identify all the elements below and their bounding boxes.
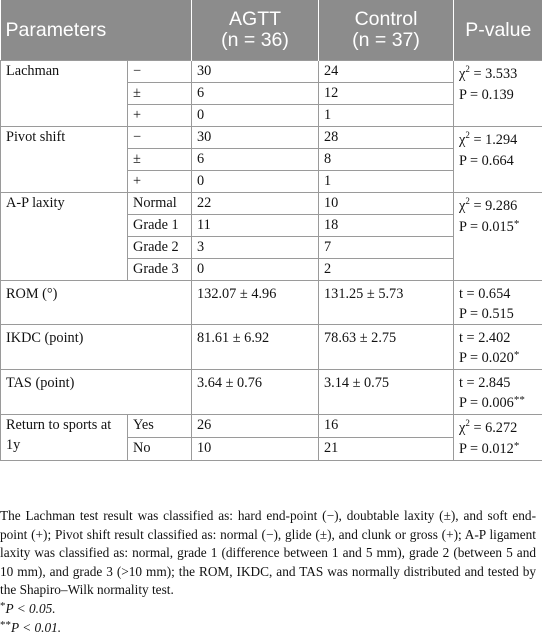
sub-label: ± bbox=[128, 149, 192, 171]
table-row bbox=[1, 61, 542, 83]
stat-pvalue: P = 0.006 bbox=[459, 395, 514, 411]
sub-label: + bbox=[128, 171, 192, 193]
header-pvalue: P-value bbox=[454, 0, 542, 61]
agtt-value: 3 bbox=[192, 237, 319, 259]
sub-label: ± bbox=[128, 83, 192, 105]
stat-cell bbox=[454, 127, 542, 193]
control-value: 131.25 ± 5.73 bbox=[319, 281, 454, 325]
sub-label: Grade 2 bbox=[128, 237, 192, 259]
stat-value: = 1.294 bbox=[469, 132, 518, 148]
footnote-mark: ** bbox=[0, 619, 11, 631]
header-agtt-label: AGTT bbox=[229, 8, 282, 30]
stat-superscript: 2 bbox=[465, 130, 470, 140]
stat-line-1 bbox=[459, 130, 537, 151]
stat-pvalue: P = 0.015 bbox=[459, 219, 514, 235]
stat-pvalue: P = 0.012 bbox=[459, 441, 514, 457]
sub-label: − bbox=[128, 61, 192, 83]
footnote-main: The Lachman test result was classified as: hard end-point (−), doubtable laxity (±), and soft end-point (+); Pivot shift result classified as: normal (−), glide (±), and clunk or gross (+); A-P ligament laxity was classified as: normal, grade 1 (difference between 1 and 5 mm), grade 2 (between 5 and 10 mm), and grade 3 (>10 mm); the ROM, IKDC, and TAS was normally distributed and tested by the Shapiro–Wilk normality test. bbox=[0, 508, 536, 597]
sub-label: Normal bbox=[128, 193, 192, 215]
stat-line-2: P = 0.139 bbox=[459, 87, 514, 103]
control-value: 28 bbox=[319, 127, 454, 149]
stat-pvalue: P = 0.020 bbox=[459, 350, 514, 366]
stat-symbol: χ bbox=[459, 420, 466, 436]
header-agtt-n: (n = 36) bbox=[221, 29, 289, 51]
control-value: 18 bbox=[319, 215, 454, 237]
header-parameters: Parameters bbox=[1, 0, 192, 61]
table-row bbox=[1, 281, 542, 325]
control-value: 8 bbox=[319, 149, 454, 171]
agtt-value: 22 bbox=[192, 193, 319, 215]
agtt-value: 0 bbox=[192, 259, 319, 281]
agtt-value: 0 bbox=[192, 171, 319, 193]
sub-label: Grade 1 bbox=[128, 215, 192, 237]
stat-line-1: t = 2.845 bbox=[459, 375, 511, 391]
stat-line-1 bbox=[459, 64, 537, 85]
control-value: 3.14 ± 0.75 bbox=[319, 370, 454, 415]
control-value: 1 bbox=[319, 105, 454, 127]
table-row bbox=[1, 370, 542, 415]
control-value: 78.63 ± 2.75 bbox=[319, 325, 454, 370]
footnote-1 bbox=[0, 600, 536, 620]
control-value: 2 bbox=[319, 259, 454, 281]
agtt-value: 6 bbox=[192, 83, 319, 105]
stat-superscript: 2 bbox=[465, 196, 470, 206]
stat-line-1 bbox=[459, 418, 537, 439]
table-row bbox=[1, 415, 542, 438]
header-agtt bbox=[192, 0, 319, 61]
stat-superscript: 2 bbox=[465, 418, 470, 428]
stat-line-2 bbox=[459, 393, 537, 414]
agtt-value: 81.61 ± 6.92 bbox=[192, 325, 319, 370]
row-label-rom: ROM (°) bbox=[1, 281, 192, 325]
stat-line-2 bbox=[459, 439, 537, 460]
row-label-ikdc: IKDC (point) bbox=[1, 325, 192, 370]
agtt-value: 30 bbox=[192, 127, 319, 149]
agtt-value: 6 bbox=[192, 149, 319, 171]
table-row bbox=[1, 325, 542, 370]
row-label-ap: A-P laxity bbox=[1, 193, 128, 281]
stat-cell bbox=[454, 370, 542, 415]
row-label-pivot: Pivot shift bbox=[1, 127, 128, 193]
header-control-label: Control bbox=[354, 8, 418, 30]
stat-line-1: t = 2.402 bbox=[459, 330, 511, 346]
stat-symbol: χ bbox=[459, 132, 466, 148]
significance-mark: * bbox=[513, 218, 520, 230]
header-control-n: (n = 37) bbox=[352, 29, 420, 51]
stat-value: = 3.533 bbox=[469, 66, 518, 82]
agtt-value: 132.07 ± 4.96 bbox=[192, 281, 319, 325]
sub-label: Grade 3 bbox=[128, 259, 192, 281]
stat-cell bbox=[454, 193, 542, 281]
stat-line-2 bbox=[459, 348, 537, 369]
footnote-text: P < 0.01. bbox=[11, 620, 62, 635]
stat-line-1: t = 0.654 bbox=[459, 286, 511, 302]
sub-label: + bbox=[128, 105, 192, 127]
control-value: 7 bbox=[319, 237, 454, 259]
agtt-value: 10 bbox=[192, 438, 319, 461]
significance-mark: * bbox=[513, 349, 520, 361]
control-value: 16 bbox=[319, 415, 454, 438]
table-footnotes bbox=[0, 507, 536, 639]
footnote-mark: * bbox=[0, 599, 6, 612]
table-header bbox=[1, 0, 542, 61]
footnote-text: P < 0.05. bbox=[5, 600, 56, 616]
stat-value: = 6.272 bbox=[469, 420, 518, 436]
stat-line-2: P = 0.664 bbox=[459, 153, 514, 169]
table-row bbox=[1, 193, 542, 215]
stat-cell bbox=[454, 281, 542, 325]
sub-label: − bbox=[128, 127, 192, 149]
table-row bbox=[1, 127, 542, 149]
stat-line-2: P = 0.515 bbox=[459, 306, 514, 322]
stat-value: = 9.286 bbox=[469, 198, 518, 214]
stat-symbol: χ bbox=[459, 66, 466, 82]
stat-cell bbox=[454, 415, 542, 461]
stat-cell bbox=[454, 61, 542, 127]
control-value: 10 bbox=[319, 193, 454, 215]
stat-line-2 bbox=[459, 217, 537, 238]
row-label-return-to-sports: Return to sports at 1y bbox=[1, 415, 128, 461]
control-value: 1 bbox=[319, 171, 454, 193]
footnote-2 bbox=[0, 619, 536, 639]
agtt-value: 26 bbox=[192, 415, 319, 438]
control-value: 12 bbox=[319, 83, 454, 105]
header-control bbox=[319, 0, 454, 61]
agtt-value: 11 bbox=[192, 215, 319, 237]
significance-mark: * bbox=[513, 440, 520, 452]
sub-label: No bbox=[128, 438, 192, 461]
stat-superscript: 2 bbox=[465, 64, 470, 74]
stat-line-1 bbox=[459, 196, 537, 217]
stat-cell bbox=[454, 325, 542, 370]
control-value: 24 bbox=[319, 61, 454, 83]
control-value: 21 bbox=[319, 438, 454, 461]
row-label-tas: TAS (point) bbox=[1, 370, 192, 415]
agtt-value: 3.64 ± 0.76 bbox=[192, 370, 319, 415]
row-label-lachman: Lachman bbox=[1, 61, 128, 127]
agtt-value: 30 bbox=[192, 61, 319, 83]
agtt-value: 0 bbox=[192, 105, 319, 127]
sub-label: Yes bbox=[128, 415, 192, 438]
significance-mark: ** bbox=[513, 394, 525, 406]
stat-symbol: χ bbox=[459, 198, 466, 214]
